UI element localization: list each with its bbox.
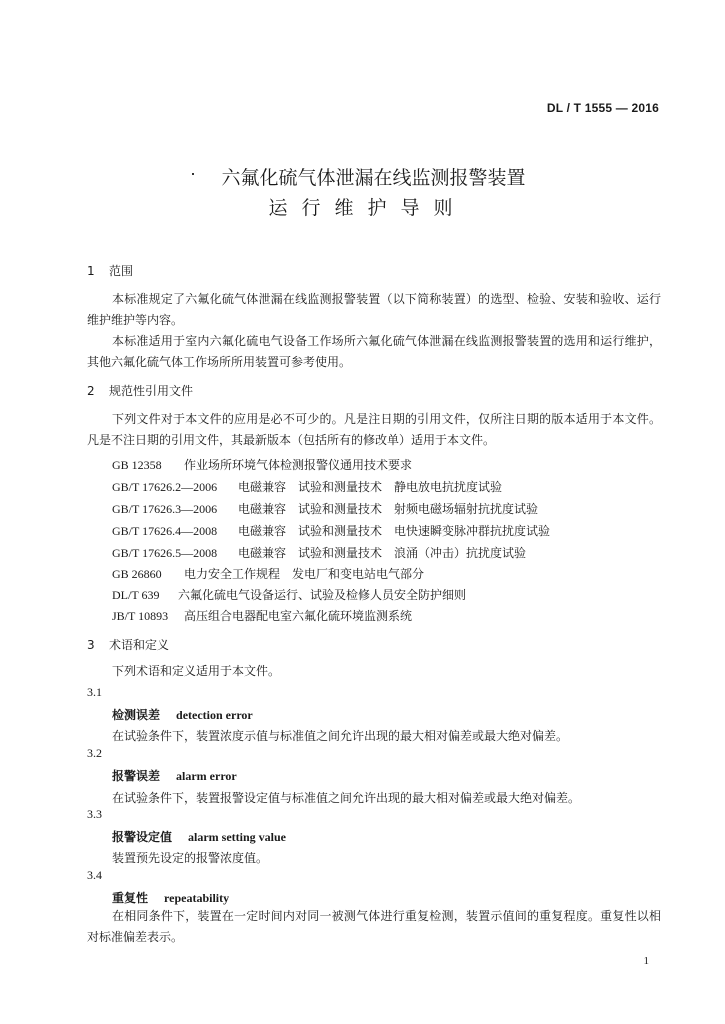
reference-title: 电磁兼容 试验和测量技术 电快速瞬变脉冲群抗扰度试验 <box>238 524 551 538</box>
term-entry <box>112 767 237 784</box>
scope-paragraph-1: 本标准规定了六氟化硫气体泄漏在线监测报警装置（以下简称装置）的选型、检验、安装和验收、运行维护维护等内容。 <box>87 292 661 327</box>
terms-intro: 下列术语和定义适用于本文件。 <box>112 664 281 678</box>
reference-item <box>112 586 466 603</box>
reference-title: 电力安全工作规程 发电厂和变电站电气部分 <box>184 567 425 581</box>
section-heading-scope <box>87 262 133 279</box>
reference-item <box>112 607 412 624</box>
section-heading-terms <box>87 636 169 653</box>
reference-title: 电磁兼容 试验和测量技术 射频电磁场辐射抗扰度试验 <box>238 502 539 516</box>
reference-item <box>112 456 412 473</box>
reference-code: JB/T 10893 <box>112 609 169 623</box>
reference-title: 六氟化硫电气设备运行、试验及检修人员安全防护细则 <box>178 588 467 602</box>
clause-number: 3.3 <box>87 807 102 821</box>
references-intro: 下列文件对于本文件的应用是必不可少的。凡是注日期的引用文件，仅所注日期的版本适用于本文件。凡是不注日期的引用文件，其最新版本（包括所有的修改单）适用于本文件。 <box>87 412 661 447</box>
term-chinese: 重复性 <box>112 891 149 905</box>
section-heading-normative-references <box>87 382 193 399</box>
clause-number: 3.1 <box>87 685 102 699</box>
section-title: 规范性引用文件 <box>109 384 194 398</box>
reference-item <box>112 522 550 539</box>
reference-item <box>112 500 538 517</box>
term-definition: 在相同条件下，装置在一定时间内对同一被测气体进行重复检测，装置示值间的重复程度。重复性以相对标准偏差表示。 <box>87 909 661 944</box>
reference-code: GB/T 17626.3—2006 <box>112 502 218 516</box>
term-chinese: 报警误差 <box>112 769 161 783</box>
term-entry <box>112 828 286 845</box>
section-number: 2 <box>87 384 95 398</box>
reference-code: GB/T 17626.4—2008 <box>112 524 218 538</box>
reference-item <box>112 565 424 582</box>
reference-item <box>112 478 502 495</box>
reference-code: GB 26860 <box>112 567 162 581</box>
document-title-line2: 运行维护导则 <box>268 197 467 219</box>
clause-number: 3.4 <box>87 868 102 882</box>
document-title-line1: 六氟化硫气体泄漏在线监测报警装置 <box>221 167 526 189</box>
reference-title: 电磁兼容 试验和测量技术 静电放电抗扰度试验 <box>238 480 503 494</box>
scope-paragraph-2: 本标准适用于室内六氟化硫电气设备工作场所六氟化硫气体泄漏在线监测报警装置的选用和运行维护，其他六氟化硫气体工作场所所用装置可参考使用。 <box>87 334 661 369</box>
term-chinese: 检测误差 <box>112 708 161 722</box>
reference-title: 高压组合电器配电室六氟化硫环境监测系统 <box>184 609 413 623</box>
reference-code: GB/T 17626.5—2008 <box>112 546 218 560</box>
section-number: 3 <box>87 638 95 652</box>
reference-item <box>112 544 526 561</box>
reference-title: 电磁兼容 试验和测量技术 浪涌（冲击）抗扰度试验 <box>238 546 527 560</box>
term-definition: 在试验条件下，装置浓度示值与标准值之间允许出现的最大相对偏差或最大绝对偏差。 <box>112 729 569 743</box>
term-chinese: 报警设定值 <box>112 830 173 844</box>
clause-number: 3.2 <box>87 746 102 760</box>
term-english: alarm setting value <box>188 830 287 844</box>
term-definition: 在试验条件下，装置报警设定值与标准值之间允许出现的最大相对偏差或最大绝对偏差。 <box>112 791 581 805</box>
term-definition: 装置预先设定的报警浓度值。 <box>112 851 269 865</box>
reference-code: DL/T 639 <box>112 588 160 602</box>
reference-code: GB/T 17626.2—2006 <box>112 480 218 494</box>
standard-number: DL / T 1555 — 2016 <box>546 101 659 115</box>
term-english: detection error <box>176 708 253 722</box>
term-english: repeatability <box>164 891 230 905</box>
term-english: alarm error <box>176 769 237 783</box>
reference-title: 作业场所环境气体检测报警仪通用技术要求 <box>184 458 413 472</box>
section-title: 术语和定义 <box>109 638 170 652</box>
reference-code: GB 12358 <box>112 458 162 472</box>
page-number: 1 <box>643 955 649 967</box>
section-title: 范围 <box>109 264 134 278</box>
term-entry <box>112 706 253 723</box>
section-number: 1 <box>87 264 95 278</box>
term-entry <box>112 889 229 906</box>
